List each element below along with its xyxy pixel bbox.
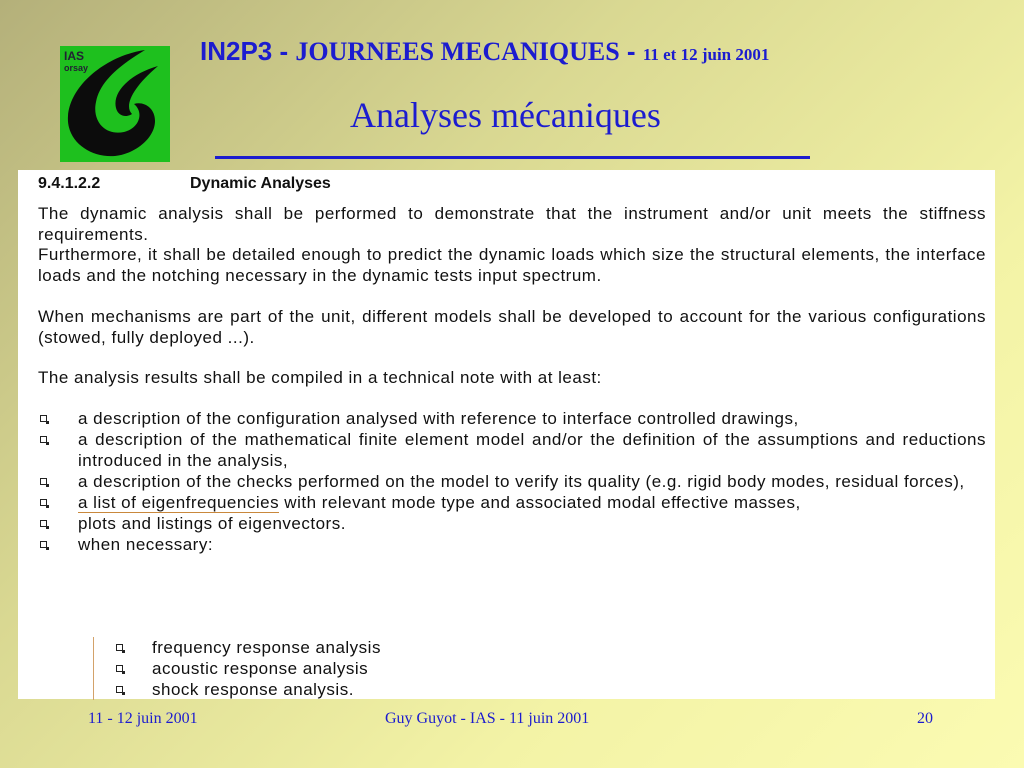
sublist-item: acoustic response analysis — [114, 658, 814, 679]
square-bullet-icon — [116, 686, 123, 693]
paragraph-1: The dynamic analysis shall be performed to demonstrate that the instrument and/or unit meets the stiffness requirements. — [38, 204, 986, 244]
footer-author: Guy Guyot - IAS - 11 juin 2001 — [385, 710, 590, 727]
list-item: a list of eigenfrequencies with relevant mode type and associated modal effective masses, — [38, 492, 986, 513]
slide-title: Analyses mécaniques — [350, 95, 661, 135]
title-underline — [215, 156, 810, 159]
header-separator: - — [619, 36, 643, 66]
sublist-item: frequency response analysis — [114, 637, 814, 658]
list-item: a description of the mathematical finite element model and/or the definition of the assumptions and reductions introduced in the analysis, — [38, 429, 986, 471]
paragraph-3: When mechanisms are part of the unit, different models shall be developed to account for the various configurations (stowed, fully deployed ...). — [38, 307, 986, 347]
header-in2p3: IN2P3 - — [200, 36, 296, 66]
paragraph-2: Furthermore, it shall be detailed enough to predict the dynamic loads which size the structural elements, the interface loads and the notching necessary in the dynamic tests input spectrum. — [38, 245, 986, 285]
list-item: plots and listings of eigenvectors. — [38, 513, 986, 534]
logo-text-orsay: orsay — [64, 63, 89, 73]
requirements-list — [38, 408, 986, 555]
analysis-sublist — [93, 637, 814, 700]
square-bullet-icon — [40, 520, 47, 527]
sublist-item: shock response analysis. — [114, 679, 814, 700]
paragraph-4: The analysis results shall be compiled in a technical note with at least: — [38, 368, 602, 387]
section-heading — [38, 173, 331, 194]
list-item: a description of the configuration analysed with reference to interface controlled drawings, — [38, 408, 986, 429]
page-number: 20 — [917, 710, 933, 727]
footer-date: 11 - 12 juin 2001 — [88, 710, 198, 727]
eigenfrequencies-underlined: a list of eigenfrequencies — [78, 493, 280, 512]
logo-text-ias: IAS — [64, 49, 85, 63]
slide-header — [200, 36, 1020, 67]
section-number: 9.4.1.2.2 — [38, 175, 101, 192]
square-bullet-icon — [40, 541, 47, 548]
square-bullet-icon — [40, 436, 47, 443]
header-journees: JOURNEES MECANIQUES — [295, 37, 620, 66]
square-bullet-icon — [116, 665, 123, 672]
section-title: Dynamic Analyses — [190, 175, 331, 192]
square-bullet-icon — [40, 499, 47, 506]
square-bullet-icon — [40, 415, 47, 422]
list-item: a description of the checks performed on the model to verify its quality (e.g. rigid body modes, residual forces), — [38, 471, 986, 492]
square-bullet-icon — [116, 644, 123, 651]
list-item: when necessary: — [38, 534, 986, 555]
square-bullet-icon — [40, 478, 47, 485]
ias-logo — [60, 46, 170, 162]
document-panel — [18, 170, 995, 699]
header-dates: 11 et 12 juin 2001 — [642, 45, 770, 64]
